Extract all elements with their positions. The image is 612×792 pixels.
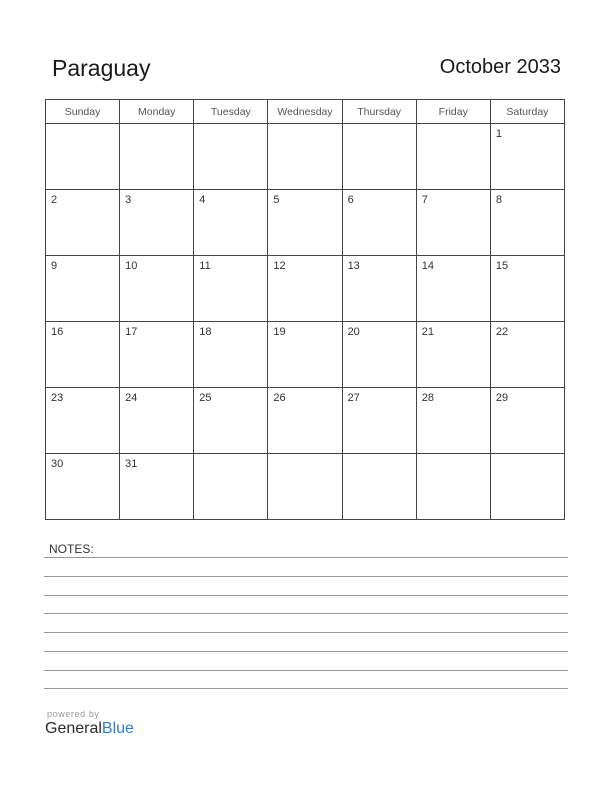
day-number: 12: [273, 260, 286, 272]
calendar-day-cell: [416, 190, 490, 256]
calendar-day-cell: [194, 256, 268, 322]
day-number: 31: [125, 458, 138, 470]
calendar-day-cell: [194, 322, 268, 388]
day-number: [268, 124, 341, 128]
calendar-day-cell: [416, 322, 490, 388]
calendar-day-cell: [46, 256, 120, 322]
note-line: [44, 613, 568, 614]
logo-general-text: General: [45, 720, 102, 737]
day-number: [491, 454, 564, 458]
day-number: 26: [273, 392, 286, 404]
calendar-day-cell: [46, 322, 120, 388]
weekday-header: Thursday: [342, 100, 416, 124]
calendar-day-cell: [268, 388, 342, 454]
calendar-day-cell: [490, 124, 564, 190]
notes-label: NOTES:: [49, 542, 94, 556]
weekday-header-row: [46, 100, 565, 124]
calendar-day-cell: [46, 190, 120, 256]
day-number: 22: [495, 326, 509, 338]
calendar-day-cell: [490, 256, 564, 322]
weekday-header: Sunday: [46, 100, 120, 124]
calendar-week-row: [46, 124, 565, 190]
weekday-header: Saturday: [490, 100, 564, 124]
calendar-grid: [45, 99, 565, 520]
calendar-day-cell: [120, 322, 194, 388]
calendar-day-cell: [342, 256, 416, 322]
calendar-day-cell: [268, 190, 342, 256]
calendar-day-cell: [46, 388, 120, 454]
calendar-day-cell: [490, 322, 564, 388]
calendar-day-cell: [268, 124, 342, 190]
day-number: 16: [51, 326, 64, 338]
calendar-day-cell: [342, 322, 416, 388]
day-number: [417, 454, 490, 458]
calendar-day-cell: [194, 388, 268, 454]
logo-blue-text: Blue: [101, 720, 134, 737]
weekday-header: Monday: [120, 100, 194, 124]
note-line: [44, 595, 568, 596]
calendar-day-cell: [342, 190, 416, 256]
calendar-day-cell: [490, 190, 564, 256]
day-number: 24: [125, 392, 138, 404]
calendar-body: [46, 124, 565, 520]
month-year-title: October 2033: [439, 56, 561, 78]
calendar-day-cell: [46, 124, 120, 190]
weekday-header: Friday: [416, 100, 490, 124]
country-title: Paraguay: [52, 55, 151, 81]
day-number: [46, 124, 119, 128]
day-number: [120, 124, 193, 128]
calendar-week-row: [46, 388, 565, 454]
day-number: 8: [495, 194, 502, 206]
day-number: 27: [347, 392, 360, 404]
calendar-day-cell: [268, 256, 342, 322]
note-line: [44, 576, 568, 577]
day-number: 9: [51, 260, 58, 272]
calendar-day-cell: [46, 454, 120, 520]
calendar-day-cell: [416, 388, 490, 454]
day-number: 7: [421, 194, 428, 206]
calendar-day-cell: [120, 388, 194, 454]
calendar-week-row: [46, 190, 565, 256]
day-number: [417, 124, 490, 128]
day-number: [194, 124, 267, 128]
calendar-week-row: [46, 454, 565, 520]
day-number: [343, 124, 416, 128]
day-number: 19: [273, 326, 286, 338]
day-number: 30: [51, 458, 64, 470]
day-number: 2: [51, 194, 58, 206]
calendar-day-cell: [194, 190, 268, 256]
calendar-week-row: [46, 322, 565, 388]
day-number: 21: [421, 326, 434, 338]
day-number: 3: [125, 194, 132, 206]
calendar-day-cell: [416, 124, 490, 190]
generalblue-logo: [45, 720, 134, 738]
day-number: 4: [199, 194, 206, 206]
calendar-day-cell: [342, 454, 416, 520]
day-number: [194, 454, 267, 458]
calendar-day-cell: [342, 388, 416, 454]
calendar-day-cell: [416, 454, 490, 520]
day-number: 5: [273, 194, 280, 206]
calendar-day-cell: [490, 388, 564, 454]
calendar-day-cell: [120, 124, 194, 190]
calendar-day-cell: [120, 454, 194, 520]
day-number: 17: [125, 326, 138, 338]
note-line: [44, 670, 568, 671]
day-number: [268, 454, 341, 458]
day-number: 10: [125, 260, 138, 272]
calendar-day-cell: [416, 256, 490, 322]
branding: [45, 709, 134, 738]
day-number: 25: [199, 392, 212, 404]
day-number: 15: [495, 260, 509, 272]
calendar-day-cell: [342, 124, 416, 190]
calendar-day-cell: [194, 454, 268, 520]
note-line: [44, 557, 568, 558]
day-number: 11: [199, 260, 211, 272]
day-number: 28: [421, 392, 434, 404]
day-number: 23: [51, 392, 64, 404]
day-number: 14: [421, 260, 434, 272]
note-line: [44, 688, 568, 689]
day-number: 18: [199, 326, 212, 338]
calendar-day-cell: [268, 322, 342, 388]
note-line: [44, 632, 568, 633]
day-number: 29: [495, 392, 509, 404]
calendar-day-cell: [120, 256, 194, 322]
day-number: 20: [347, 326, 360, 338]
day-number: [343, 454, 416, 458]
calendar-day-cell: [268, 454, 342, 520]
calendar-week-row: [46, 256, 565, 322]
calendar-day-cell: [194, 124, 268, 190]
day-number: 6: [347, 194, 354, 206]
calendar-day-cell: [490, 454, 564, 520]
powered-by-text: powered by: [47, 709, 100, 719]
calendar-day-cell: [120, 190, 194, 256]
weekday-header: Tuesday: [194, 100, 268, 124]
weekday-header: Wednesday: [268, 100, 342, 124]
note-line: [44, 651, 568, 652]
day-number: 13: [347, 260, 360, 272]
day-number: 1: [495, 128, 502, 140]
